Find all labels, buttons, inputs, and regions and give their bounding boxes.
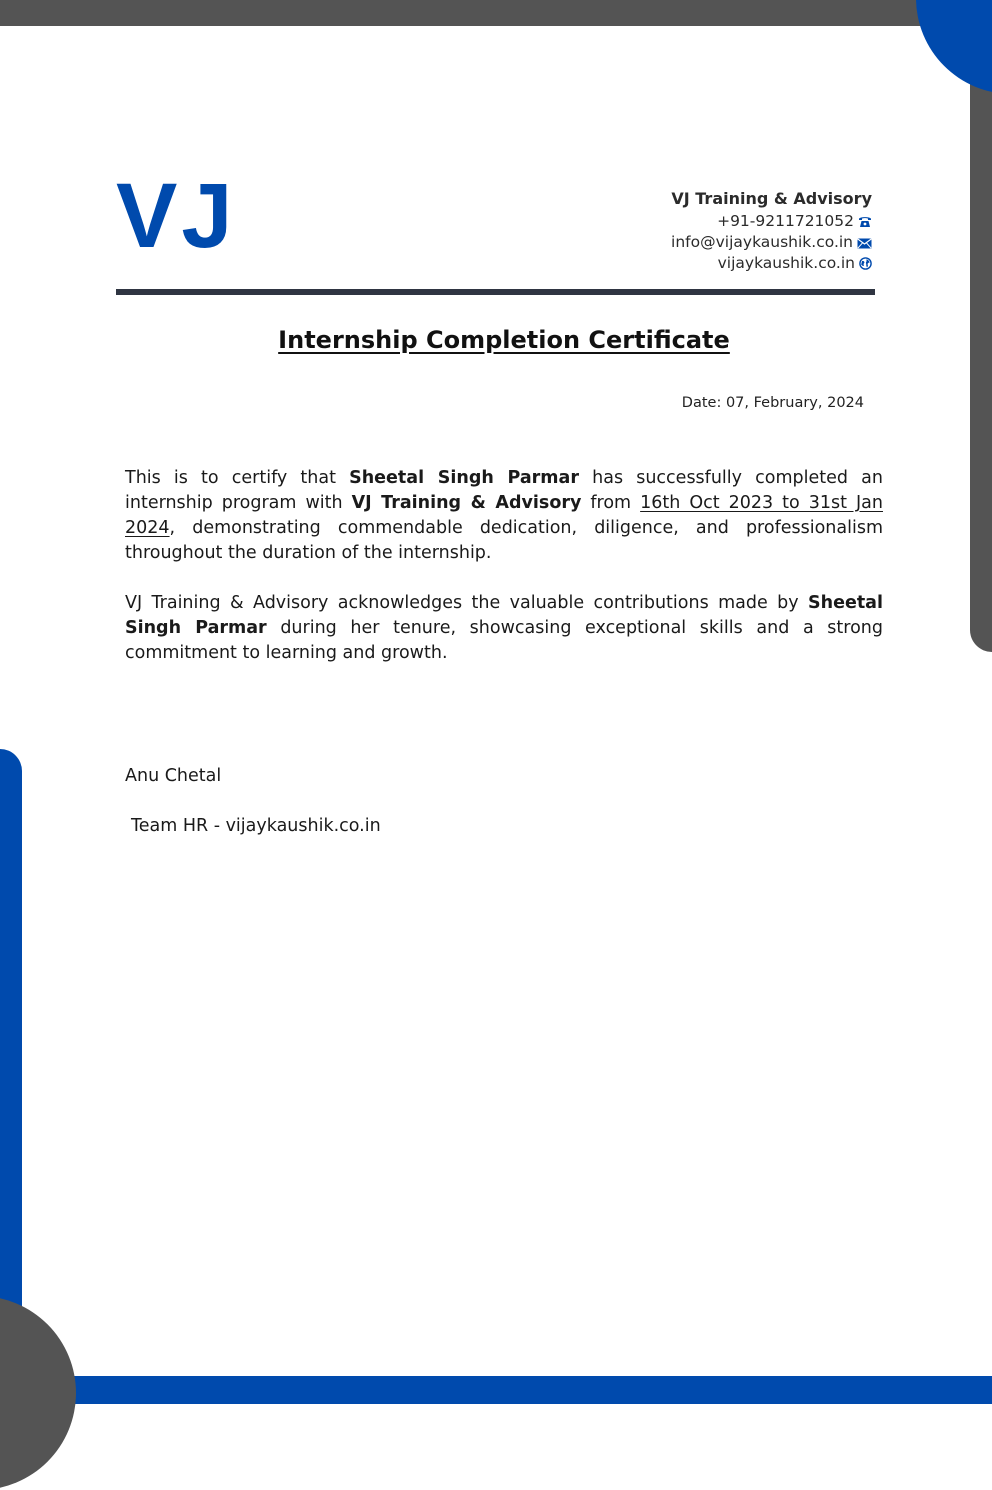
header-divider xyxy=(116,289,875,295)
vj-logo: VJ xyxy=(116,165,237,267)
globe-icon xyxy=(855,254,872,272)
company-name: VJ Training & Advisory xyxy=(671,189,872,208)
contact-block xyxy=(671,188,872,274)
intern-name-2: Sheetal Singh Parmar xyxy=(125,593,883,638)
signatory-name: Anu Chetal xyxy=(125,766,222,786)
top-right-blue-circle xyxy=(916,0,992,94)
p1-text-3: from xyxy=(581,493,641,513)
bottom-right-corner-curve xyxy=(956,1340,992,1376)
website-row xyxy=(671,253,872,274)
top-left-corner-curve xyxy=(0,26,36,62)
certificate-date: Date: 07, February, 2024 xyxy=(681,395,864,411)
p2-text-2: during her tenure, showcasing exceptional skills and a strong commitment to learning and growth. xyxy=(125,618,883,663)
signatory-team: Team HR - vijaykaushik.co.in xyxy=(131,816,381,836)
email-row xyxy=(671,232,872,253)
certificate-paragraph-2 xyxy=(125,591,883,666)
right-border-bar xyxy=(970,0,992,652)
certificate-paragraph-1 xyxy=(125,466,883,566)
email-address: info@vijaykaushik.co.in xyxy=(671,233,853,251)
phone-row xyxy=(671,211,872,232)
p1-text-2: has successfully completed an internship program with xyxy=(125,468,883,513)
company-name-bold: VJ Training & Advisory xyxy=(351,493,582,513)
top-border-bar xyxy=(0,0,992,26)
certificate-title: Internship Completion Certificate xyxy=(278,326,730,354)
website-url: vijaykaushik.co.in xyxy=(717,254,855,272)
bottom-border-bar xyxy=(0,1376,992,1404)
p1-text-4: , demonstrating commendable dedication, diligence, and professionalism throughout the duration of the internship. xyxy=(125,518,883,563)
p2-text-1: VJ Training & Advisory acknowledges the valuable contributions made by xyxy=(125,593,809,613)
p1-text-1: This is to certify that xyxy=(125,468,350,488)
internship-period: 16th Oct 2023 to 31st Jan 2024 xyxy=(125,493,883,538)
bottom-left-gray-circle xyxy=(0,1296,76,1490)
mail-icon xyxy=(853,233,872,251)
intern-name: Sheetal Singh Parmar xyxy=(349,468,579,488)
phone-icon xyxy=(854,212,872,230)
phone-number: +91-9211721052 xyxy=(717,212,854,230)
